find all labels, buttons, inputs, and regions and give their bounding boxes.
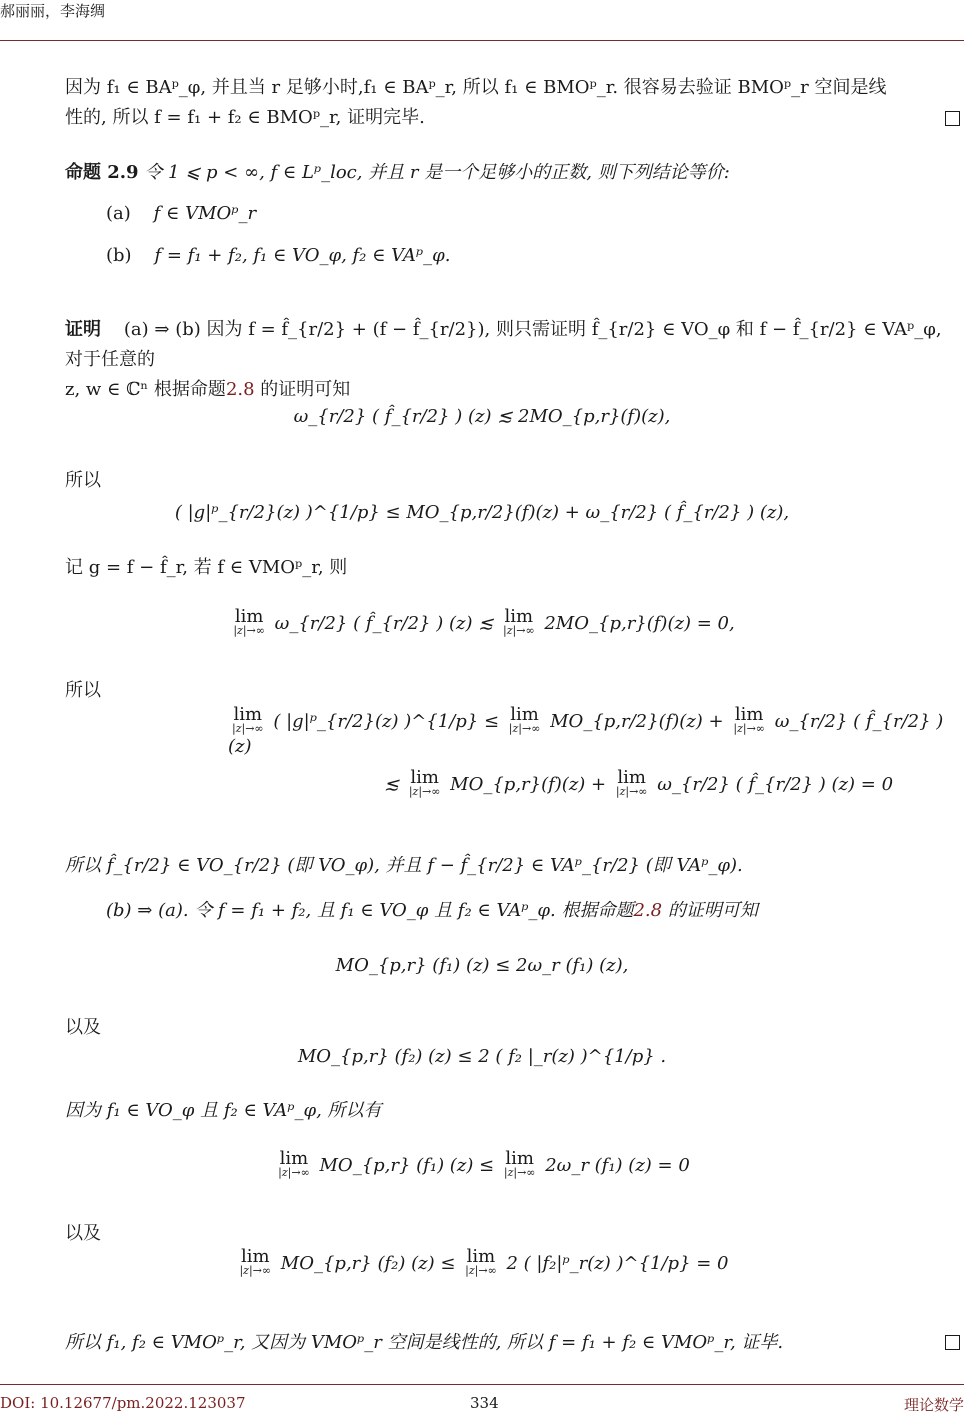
- equation-6: MO_{p,r} (f₁) (z) ≤ 2ω_r (f₁) (z),: [335, 955, 629, 976]
- equation-8: [0, 1148, 964, 1180]
- item-b-label: (b): [106, 245, 132, 266]
- qed-symbol: [945, 111, 960, 126]
- final-conclusion: 所以 f₁, f₂ ∈ VMOᵖ_r, 又因为 VMOᵖ_r 空间是线性的, 所以 f = f₁ + f₂ ∈ VMOᵖ_r, 证毕.: [65, 1332, 784, 1353]
- item-a-text: f ∈ VMOᵖ_r: [153, 203, 257, 224]
- limit-operator: lim |z|→∞: [465, 1246, 497, 1277]
- limit-operator: lim |z|→∞: [232, 704, 264, 735]
- so-text-2: 所以: [65, 680, 101, 701]
- so-text-1: 所以: [65, 470, 101, 491]
- equation-4-term-2: ω_{r/2} ( f̂_{r/2} ) (z): [228, 711, 944, 757]
- item-a-label: (a): [106, 203, 131, 224]
- equation-4-lhs: ( |g|ᵖ_{r/2}(z) )^{1/p} ≤: [273, 711, 500, 732]
- proof-opening: [65, 315, 963, 405]
- equation-3-rhs: 2MO_{p,r}(f)(z) = 0,: [544, 613, 735, 634]
- equation-8-lhs: MO_{p,r} (f₁) (z) ≤: [319, 1155, 495, 1176]
- definition-g: 记 g = f − f̂_r, 若 f ∈ VMOᵖ_r, 则: [65, 557, 348, 578]
- paragraph-1-line-1: 因为 f₁ ∈ BAᵖ_φ, 并且当 r 足够小时,f₁ ∈ BAᵖ_r, 所以 f₁ ∈ BMOᵖ_r. 很容易去验证 BMOᵖ_r 空间是线: [65, 77, 887, 98]
- proposition-2-9: [65, 158, 963, 188]
- limit-operator: lim |z|→∞: [508, 704, 541, 735]
- equation-2: ( |g|ᵖ_{r/2}(z) )^{1/p} ≤ MO_{p,r/2}(f)(z) + ω_{r/2} ( f̂_{r/2} ) (z),: [174, 502, 790, 523]
- equation-5-relation: ≲: [384, 774, 400, 795]
- paragraph-1: [65, 73, 963, 133]
- proposition-item-a: [106, 203, 256, 224]
- paragraph-1-line-2: 性的, 所以 f = f₁ + f₂ ∈ BMOᵖ_r, 证明完毕.: [65, 107, 425, 128]
- equation-7: MO_{p,r} (f₂) (z) ≤ 2 ( f₂ |_r(z) )^{1/p} .: [297, 1046, 667, 1067]
- journal-name: 理论数学: [903, 1396, 964, 1414]
- proof-line-1-text: (a) ⇒ (b) 因为 f = f̂_{r/2} + (f − f̂_{r/2}), 则只需证明 f̂_{r/2} ∈ VO_φ 和 f − f̂_{r/2} ∈ VAᵖ_φ, 对于任意的: [65, 319, 942, 370]
- equation-4: [228, 704, 964, 757]
- limit-operator: lim |z|→∞: [503, 1148, 536, 1179]
- reference-2-8[interactable]: 2.8: [633, 900, 663, 921]
- header-rule: [0, 40, 964, 41]
- limit-operator: lim |z|→∞: [278, 1148, 310, 1179]
- proposition-item-b: [106, 245, 450, 266]
- proposition-label: 命题 2.9: [65, 162, 139, 183]
- equation-3-lhs: ω_{r/2} ( f̂_{r/2} ) (z) ≲: [274, 613, 494, 634]
- proof-label: 证明: [65, 319, 101, 340]
- reference-2-8[interactable]: 2.8: [225, 379, 255, 400]
- limit-operator: lim |z|→∞: [733, 704, 765, 735]
- qed-symbol: [945, 1335, 960, 1350]
- equation-5-term-2: ω_{r/2} ( f̂_{r/2} ) (z) = 0: [657, 774, 894, 795]
- limit-operator: lim |z|→∞: [408, 767, 441, 798]
- equation-9-rhs: 2 ( |f₂|ᵖ_r(z) )^{1/p} = 0: [506, 1253, 729, 1274]
- proof-line-2-tail: 的证明可知: [254, 379, 351, 400]
- limit-operator: lim |z|→∞: [233, 606, 265, 637]
- footer-rule: [0, 1384, 964, 1385]
- part-b-tail: 的证明可知: [662, 900, 758, 921]
- running-header-authors: 郝丽丽，李海绸: [0, 2, 106, 20]
- page-number: 334: [470, 1394, 499, 1412]
- doi-link[interactable]: DOI: 10.12677/pm.2022.123037: [0, 1394, 246, 1412]
- proof-line-2-text: z, w ∈ ℂⁿ 根据命题: [65, 379, 226, 400]
- proposition-statement: 令 1 ⩽ p < ∞, f ∈ Lᵖ_loc, 并且 r 是一个足够小的正数, 则下列结论等价:: [144, 162, 730, 183]
- because-text: 因为 f₁ ∈ VO_φ 且 f₂ ∈ VAᵖ_φ, 所以有: [65, 1100, 382, 1121]
- equation-5: [384, 767, 894, 799]
- equation-3: [0, 606, 964, 638]
- and-text-2: 以及: [65, 1223, 101, 1244]
- proof-line-2: [65, 375, 963, 405]
- equation-8-rhs: 2ω_r (f₁) (z) = 0: [545, 1155, 690, 1176]
- limit-operator: lim |z|→∞: [615, 767, 648, 798]
- item-b-text: f = f₁ + f₂, f₁ ∈ VO_φ, f₂ ∈ VAᵖ_φ.: [154, 245, 451, 266]
- equation-9-lhs: MO_{p,r} (f₂) (z) ≤: [280, 1253, 456, 1274]
- equation-1: ω_{r/2} ( f̂_{r/2} ) (z) ≲ 2MO_{p,r}(f)(z),: [293, 406, 671, 427]
- part-b-text: (b) ⇒ (a). 令 f = f₁ + f₂, 且 f₁ ∈ VO_φ 且 f₂ ∈ VAᵖ_φ. 根据命题: [106, 900, 634, 921]
- proof-part-b-intro: [106, 896, 758, 922]
- proof-line-1: [65, 315, 963, 375]
- limit-operator: lim |z|→∞: [503, 606, 535, 637]
- equation-9: [0, 1246, 964, 1278]
- equation-5-term-1: MO_{p,r}(f)(z) +: [450, 774, 607, 795]
- conclusion-part-a: 所以 f̂_{r/2} ∈ VO_{r/2} (即 VO_φ), 并且 f − f̂_{r/2} ∈ VAᵖ_{r/2} (即 VAᵖ_φ).: [65, 855, 743, 876]
- and-text-1: 以及: [65, 1017, 101, 1038]
- equation-4-term-1: MO_{p,r/2}(f)(z) +: [550, 711, 724, 732]
- limit-operator: lim |z|→∞: [239, 1246, 272, 1277]
